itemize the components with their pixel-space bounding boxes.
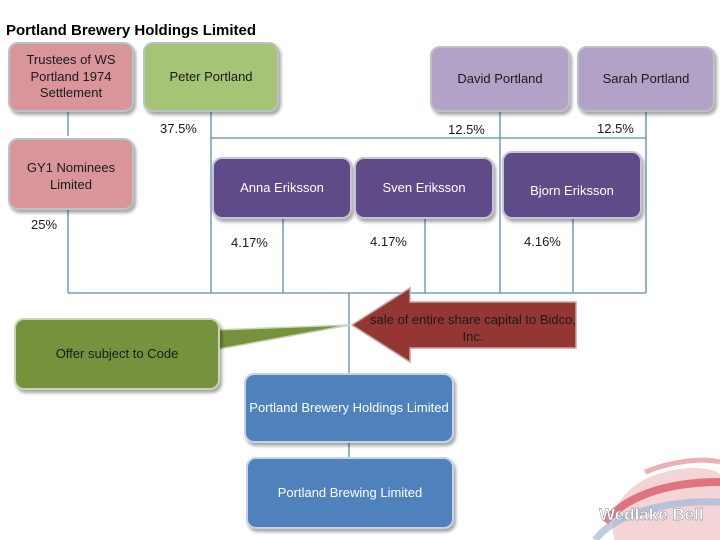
sale-callout-label: sale of entire share capital to Bidco, Inc. bbox=[370, 312, 576, 344]
diagram-title: Portland Brewery Holdings Limited bbox=[6, 22, 257, 39]
david-portland-box: David Portland bbox=[430, 46, 570, 112]
bjorn-eriksson-box: Bjorn Eriksson bbox=[502, 151, 642, 219]
logo-text: Wedlake Bell bbox=[599, 505, 704, 524]
anna-percentage: 4.17% bbox=[231, 235, 268, 250]
sven-percentage: 4.17% bbox=[370, 234, 407, 249]
portland-brewing-limited-box: Portland Brewing Limited bbox=[246, 457, 454, 529]
sven-eriksson-box: Sven Eriksson bbox=[354, 157, 494, 219]
sarah-portland-box: Sarah Portland bbox=[577, 46, 715, 112]
gy1-nominees-box: GY1 Nominees Limited bbox=[8, 138, 134, 210]
bjorn-percentage: 4.16% bbox=[524, 234, 561, 249]
anna-eriksson-box: Anna Eriksson bbox=[212, 157, 352, 219]
peter-portland-box: Peter Portland bbox=[143, 42, 279, 112]
offer-callout-pointer bbox=[214, 325, 350, 350]
peter-percentage: 37.5% bbox=[160, 121, 197, 136]
david-percentage: 12.5% bbox=[448, 122, 485, 137]
wedlake-bell-logo bbox=[585, 452, 720, 540]
offer-callout-box: Offer subject to Code bbox=[14, 318, 220, 390]
trustees-box: Trustees of WS Portland 1974 Settlement bbox=[8, 42, 134, 112]
sarah-percentage: 12.5% bbox=[597, 121, 634, 136]
gy1-percentage: 25% bbox=[31, 217, 58, 232]
portland-brewery-holdings-box: Portland Brewery Holdings Limited bbox=[244, 373, 454, 443]
